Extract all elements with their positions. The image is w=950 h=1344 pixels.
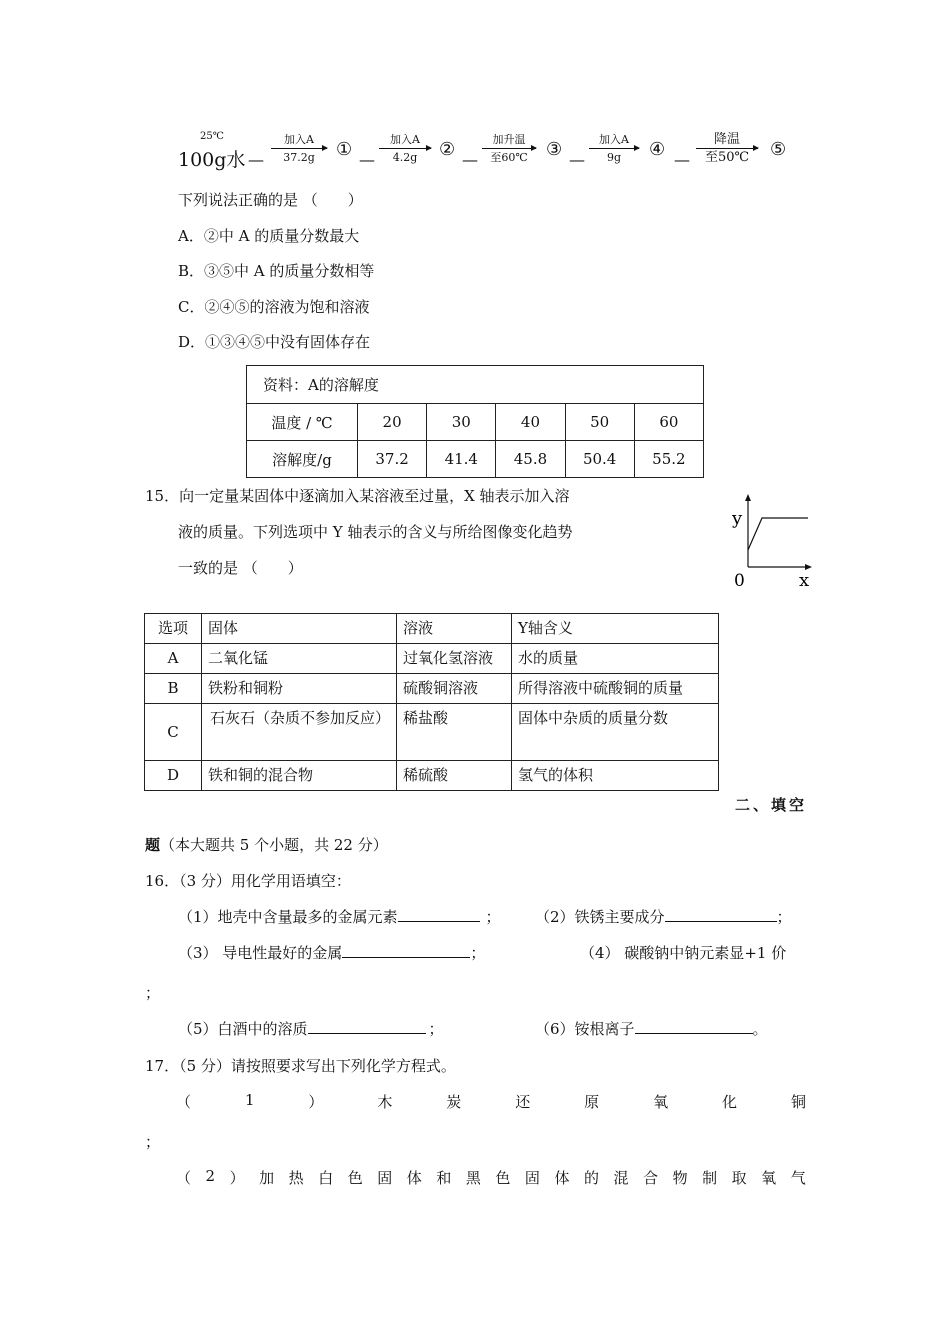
- option-cell: 稀盐酸: [397, 704, 512, 761]
- graph-x-label: x: [799, 570, 810, 591]
- flow-dash: —: [462, 150, 478, 169]
- flow-arrow-2: 加入A 4.2g: [379, 133, 431, 164]
- flow-dash: —: [674, 150, 690, 169]
- section2-heading: 二、填空: [735, 796, 808, 814]
- q17-sub2: （ 2 ） 加 热 白 色 固 体 和 黑 色 固 体 的 混 合 物 制 取 氧 气: [176, 1167, 806, 1187]
- option-cell: D: [145, 761, 202, 791]
- option-cell: 石灰石（杂质不参加反应）: [202, 704, 397, 761]
- option-cell: 固体中杂质的质量分数: [512, 704, 719, 761]
- option-cell: 过氧化氢溶液: [397, 644, 512, 674]
- q16-item6: （6）铵根离子 。: [535, 1020, 768, 1038]
- option-cell: B: [145, 674, 202, 704]
- start-water: 100g水: [178, 149, 246, 171]
- temp-cell: 30: [427, 404, 496, 441]
- section2-heading-line2: 题（本大题共 5 个小题，共 22 分）: [145, 836, 388, 854]
- header-cell: 固体: [202, 614, 397, 644]
- flow-arrow-1: 加入A 37.2g: [271, 133, 327, 164]
- q14-option-a: A．②中 A 的质量分数最大: [178, 227, 360, 245]
- temp-cell: 50: [565, 404, 634, 441]
- header-cell: 溶液: [397, 614, 512, 644]
- solubility-cell: 41.4: [427, 441, 496, 478]
- flow-arrow-5: 降温 至50℃: [696, 133, 758, 164]
- q14-stem: 下列说法正确的是 （ ）: [178, 191, 363, 209]
- q17-sub1-semicolon: ；: [145, 1133, 161, 1151]
- flow-arrow-3: 加升温 至60℃: [482, 133, 536, 164]
- option-cell: 铁和铜的混合物: [202, 761, 397, 791]
- temperature-label: 温度 / ℃: [247, 404, 358, 441]
- q16-item5: （5）白酒中的溶质 ；: [178, 1020, 444, 1038]
- solubility-cell: 37.2: [358, 441, 427, 478]
- flow-node-5: ⑤: [770, 139, 787, 160]
- q14-option-d: D．①③④⑤中没有固体存在: [178, 333, 371, 351]
- option-cell: C: [145, 704, 202, 761]
- q15-graph: [728, 492, 823, 592]
- q15-line3: 一致的是 （ ）: [178, 559, 303, 577]
- answer-blank[interactable]: [635, 1019, 753, 1034]
- option-cell: 二氧化锰: [202, 644, 397, 674]
- solubility-cell: 50.4: [565, 441, 634, 478]
- graph-y-label: y: [732, 508, 743, 529]
- flow-dash: —: [569, 150, 585, 169]
- answer-blank[interactable]: [665, 907, 777, 922]
- flow-node-3: ③: [546, 139, 563, 160]
- q17-sub1: （ 1 ） 木 炭 还 原 氧 化 铜: [176, 1091, 806, 1111]
- temp-cell: 40: [496, 404, 565, 441]
- flow-node-2: ②: [439, 139, 456, 160]
- q16-item4: （4） 碳酸钠中钠元素显+1 价: [580, 944, 787, 962]
- option-cell: 铁粉和铜粉: [202, 674, 397, 704]
- q14-option-c: C．②④⑤的溶液为饱和溶液: [178, 298, 370, 316]
- flow-arrow-4: 加入A 9g: [589, 133, 639, 164]
- temp-cell: 60: [634, 404, 703, 441]
- flow-dash: —: [248, 150, 264, 169]
- q16-item2: （2）铁锈主要成分 ；: [535, 908, 792, 926]
- q16-item3: （3） 导电性最好的金属 ；: [178, 944, 486, 962]
- option-cell: 水的质量: [512, 644, 719, 674]
- q15-line2: 液的质量。下列选项中 Y 轴表示的含义与所给图像变化趋势: [178, 523, 573, 541]
- graph-origin-label: 0: [734, 571, 745, 591]
- option-cell: A: [145, 644, 202, 674]
- temp-cell: 20: [358, 404, 427, 441]
- header-cell: Y轴含义: [512, 614, 719, 644]
- q15-line1: 15．向一定量某固体中逐滴加入某溶液至过量，X 轴表示加入溶: [145, 487, 570, 505]
- flow-node-4: ④: [649, 139, 666, 160]
- solubility-cell: 45.8: [496, 441, 565, 478]
- dissolution-flow-diagram: [178, 130, 798, 175]
- answer-blank[interactable]: [398, 907, 480, 922]
- option-cell: 所得溶液中硫酸铜的质量: [512, 674, 719, 704]
- q16-item4-semicolon: ；: [145, 984, 161, 1002]
- q15-options-table: [144, 613, 719, 791]
- q16-stem: 16．（3 分）用化学用语填空：: [145, 872, 351, 890]
- q16-item1: （1）地壳中含量最多的金属元素 ；: [178, 908, 501, 926]
- answer-blank[interactable]: [342, 943, 470, 958]
- q14-option-b: B．③⑤中 A 的质量分数相等: [178, 262, 375, 280]
- solubility-table: [246, 365, 704, 478]
- option-cell: 稀硫酸: [397, 761, 512, 791]
- solubility-caption: 资料：A的溶解度: [247, 366, 704, 404]
- flow-node-1: ①: [336, 139, 353, 160]
- option-cell: 硫酸铜溶液: [397, 674, 512, 704]
- answer-blank[interactable]: [308, 1019, 426, 1034]
- header-cell: 选项: [145, 614, 202, 644]
- solubility-cell: 55.2: [634, 441, 703, 478]
- solubility-label: 溶解度/g: [247, 441, 358, 478]
- q17-stem: 17．（5 分）请按照要求写出下列化学方程式。: [145, 1057, 456, 1075]
- start-temperature: 25℃: [200, 131, 224, 142]
- option-cell: 氢气的体积: [512, 761, 719, 791]
- flow-dash: —: [359, 150, 375, 169]
